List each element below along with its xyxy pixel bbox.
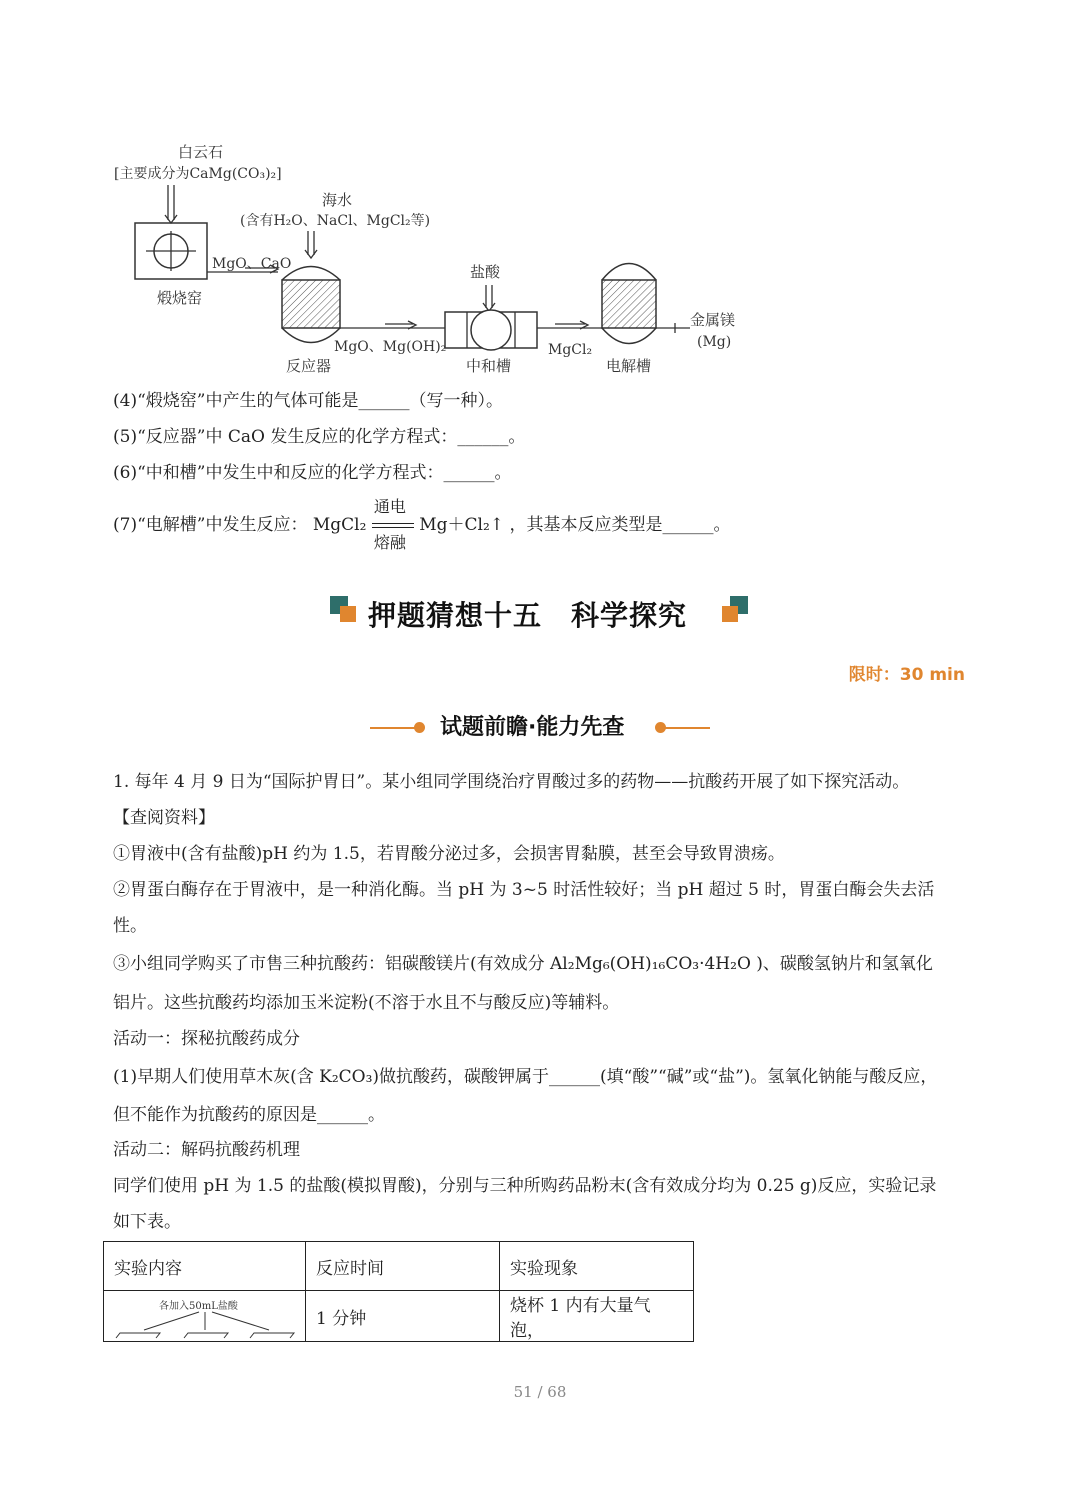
kiln-output: MgO、CaO	[212, 256, 292, 272]
experiment-desc-b: 如下表。	[113, 1212, 181, 1232]
q7-products: Mg＋Cl₂↑	[419, 515, 505, 535]
setup-label: 各加入50mL盐酸	[159, 1301, 238, 1312]
time-limit: 限时：30 min	[848, 665, 965, 685]
reference-3a: ③小组同学购买了市售三种抗酸药：铝碳酸镁片(有效成分 Al₂Mg₆(OH)₁₆CO₃·4H₂O )、碳酸氢钠片和氢氧化	[113, 954, 933, 974]
acid-label: 盐酸	[470, 263, 501, 281]
question-6: (6)“中和槽”中发生中和反应的化学方程式：______。	[113, 463, 512, 483]
q7-condition-bottom: 熔融	[373, 532, 406, 552]
dolomite-label: 白云石	[178, 143, 224, 161]
experiment-setup-figure	[104, 1292, 305, 1340]
table-header-cell: 反应时间	[306, 1242, 500, 1291]
q7-condition-top: 通电	[373, 496, 406, 516]
subheading: 试题前瞻·能力先查	[440, 715, 625, 740]
question-7	[113, 496, 731, 552]
experiment-table	[103, 1241, 694, 1342]
phenomenon-cell: 烧杯 1 内有大量气泡，	[500, 1291, 694, 1342]
neutral-label: 中和槽	[466, 357, 512, 375]
reference-2b: 性。	[113, 916, 147, 936]
q7-reactant: MgCl₂	[312, 515, 367, 535]
subheading-banner	[370, 708, 710, 748]
reaction-time-cell: 1 分钟	[306, 1291, 500, 1342]
reactor-output: MgO、Mg(OH)₂	[334, 339, 447, 355]
section-title: 押题猜想十五 科学探究	[368, 599, 688, 632]
beaker-arrows-icon	[104, 1292, 305, 1340]
electro-tank-shape	[602, 280, 656, 328]
reference-heading: 【查阅资料】	[113, 808, 215, 828]
table-header-row	[104, 1242, 694, 1291]
neutral-output: MgCl₂	[548, 342, 593, 358]
reactor-label: 反应器	[286, 357, 332, 375]
reference-2a: ②胃蛋白酶存在于胃液中，是一种消化酶。当 pH 为 3~5 时活性较好；当 pH 超过 5 时，胃蛋白酶会失去活	[113, 880, 935, 900]
seawater-note: (含有H₂O、NaCl、MgCl₂等)	[240, 213, 431, 229]
activity-1-heading: 活动一：探秘抗酸药成分	[113, 1029, 300, 1049]
question-1b: 但不能作为抗酸药的原因是______。	[113, 1105, 385, 1125]
experiment-desc-a: 同学们使用 pH 为 1.5 的盐酸(模拟胃酸)，分别与三种所购药品粉末(含有效成分均为 0.25 g)反应，实验记录	[113, 1176, 937, 1196]
reference-1: ①胃液中(含有盐酸)pH 约为 1.5，若胃酸分泌过多，会损害胃黏膜，甚至会导致胃溃疡。	[113, 844, 785, 864]
experiment-setup-cell	[104, 1291, 306, 1342]
table-header-cell: 实验现象	[500, 1242, 694, 1291]
q7-prefix: (7)“电解槽”中发生反应：	[113, 515, 308, 535]
metal-label: 金属镁	[690, 311, 736, 329]
question-5: (5)“反应器”中 CaO 发生反应的化学方程式：______。	[113, 427, 526, 447]
section-title-banner	[330, 590, 750, 640]
dolomite-note: [主要成分为CaMg(CO₃)₂]	[114, 166, 282, 182]
metal-symbol: (Mg)	[697, 334, 732, 350]
q7-condition	[372, 496, 414, 552]
page-number: 51 / 68	[513, 1383, 567, 1401]
title-deco-left-icon	[330, 596, 356, 622]
process-flow-diagram	[100, 135, 780, 385]
table-header-cell: 实验内容	[104, 1242, 306, 1291]
kiln-label: 煅烧窑	[157, 289, 203, 307]
title-deco-right-icon	[722, 596, 748, 622]
reactor-shape	[282, 280, 340, 328]
question-4: (4)“煅烧窑”中产生的气体可能是______（写一种）。	[113, 391, 503, 411]
electro-label: 电解槽	[606, 357, 652, 375]
activity-2-heading: 活动二：解码抗酸药机理	[113, 1140, 300, 1160]
reference-3b: 铝片。这些抗酸药均添加玉米淀粉(不溶于水且不与酸反应)等辅料。	[113, 993, 620, 1013]
question-1a: (1)早期人们使用草木灰(含 K₂CO₃)做抗酸药，碳酸钾属于______(填“酸”“碱”或“盐”)。氢氧化钠能与酸反应，	[113, 1067, 938, 1087]
seawater-label: 海水	[322, 191, 353, 209]
problem-intro: 1. 每年 4 月 9 日为“国际护胃日”。某小组同学围绕治疗胃酸过多的药物——抗酸药开展了如下探究活动。	[113, 772, 910, 792]
q7-suffix: ，其基本反应类型是______。	[509, 515, 731, 535]
table-row	[104, 1291, 694, 1342]
subhead-dot-left-icon	[414, 722, 425, 733]
